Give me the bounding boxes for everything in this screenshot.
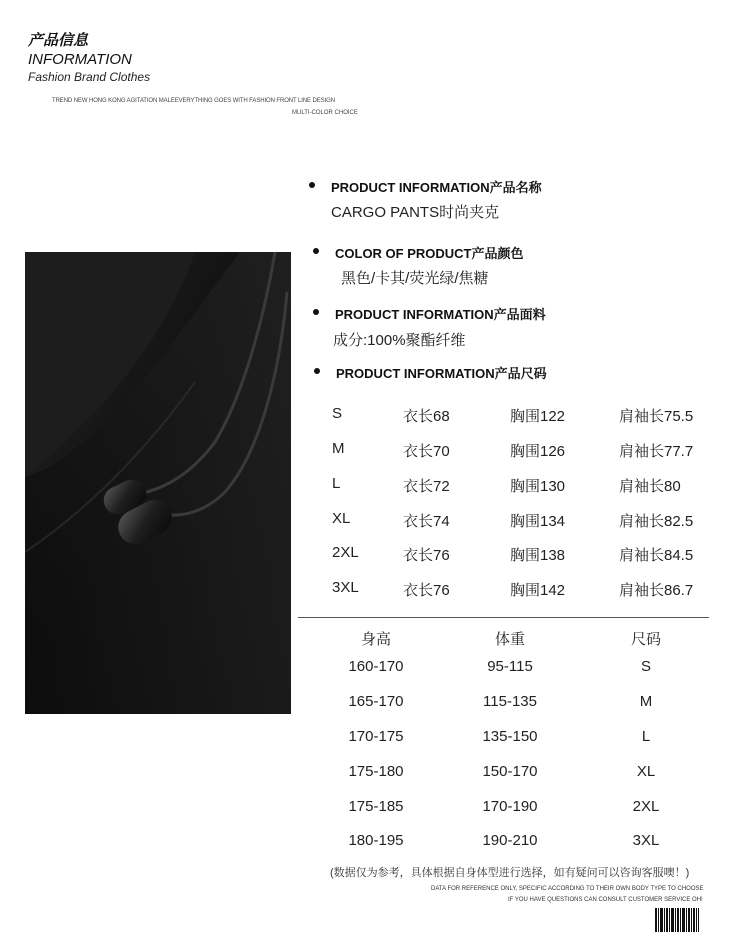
- product-name-label: PRODUCT INFORMATION产品名称: [331, 177, 542, 196]
- sleeve-cell: 肩袖长84.5: [619, 547, 694, 564]
- size-row: [0, 405, 750, 425]
- recommend-row: [0, 832, 750, 852]
- size-cell: L: [641, 728, 651, 745]
- header-tagline-2: MULTI-COLOR CHOICE: [292, 110, 358, 116]
- product-name-value: CARGO PANTS时尚夹克: [331, 204, 500, 221]
- height-cell: 175-180: [348, 763, 404, 780]
- size-row: [0, 475, 750, 495]
- header-subtitle: Fashion Brand Clothes: [28, 70, 151, 84]
- size-header: 尺码: [630, 631, 662, 648]
- sleeve-cell: 肩袖长82.5: [619, 513, 694, 530]
- height-cell: 180-195: [348, 832, 404, 849]
- height-cell: 165-170: [348, 693, 404, 710]
- header-title-cn: 产品信息: [28, 32, 89, 49]
- height-header: 身高: [360, 631, 392, 648]
- product-color-value: 黑色/卡其/荧光绿/焦糖: [341, 270, 489, 287]
- size-cell: XL: [636, 763, 656, 780]
- weight-cell: 95-115: [487, 658, 533, 675]
- size-row: [0, 544, 750, 564]
- length-cell: 衣长76: [403, 582, 450, 599]
- table-divider: [298, 617, 709, 618]
- product-size-label: PRODUCT INFORMATION产品尺码: [336, 363, 547, 382]
- size-cell: M: [332, 440, 345, 457]
- weight-cell: 170-190: [482, 798, 538, 815]
- length-cell: 衣长70: [403, 443, 450, 460]
- size-row: [0, 510, 750, 530]
- length-cell: 衣长74: [403, 513, 450, 530]
- size-cell: 3XL: [332, 579, 359, 596]
- product-color-label: COLOR OF PRODUCT产品颜色: [335, 243, 524, 262]
- size-cell: S: [640, 658, 652, 675]
- size-cell: M: [639, 693, 653, 710]
- weight-header: 体重: [494, 631, 526, 648]
- height-cell: 160-170: [348, 658, 404, 675]
- reference-note: (数据仅为参考，具体根据自身体型进行选择，如有疑问可以咨询客服噢！): [330, 867, 690, 879]
- height-cell: 170-175: [348, 728, 404, 745]
- sleeve-cell: 肩袖长75.5: [619, 408, 694, 425]
- size-cell: S: [332, 405, 343, 422]
- chest-cell: 胸围122: [510, 408, 566, 425]
- product-fabric-value: 成分:100%聚酯纤维: [333, 332, 466, 349]
- reference-note-en: DATA FOR REFERENCE ONLY, SPECIFIC ACCORDING TO THEIR OWN BODY TYPE TO CHOOSE: [431, 886, 704, 892]
- header-tagline: TREND NEW HONG KONG AGITATION MALEEVERYTHING GOES WITH FASHION FRONT LINE DESIGN: [52, 98, 335, 104]
- chest-cell: 胸围134: [510, 513, 566, 530]
- reference-note-en-2: IF YOU HAVE QUESTIONS CAN CONSULT CUSTOMER SERVICE OH!: [508, 897, 703, 903]
- length-cell: 衣长76: [403, 547, 450, 564]
- weight-cell: 115-135: [483, 693, 537, 710]
- length-cell: 衣长72: [403, 478, 450, 495]
- recommend-row: [0, 693, 750, 713]
- size-cell: XL: [332, 510, 351, 527]
- size-cell: L: [332, 475, 341, 492]
- size-row: [0, 440, 750, 460]
- size-row: [0, 579, 750, 599]
- recommend-header-row: [0, 628, 750, 648]
- chest-cell: 胸围138: [510, 547, 566, 564]
- chest-cell: 胸围126: [510, 443, 566, 460]
- sleeve-cell: 肩袖长80: [619, 478, 681, 495]
- weight-cell: 135-150: [482, 728, 538, 745]
- barcode-icon: [655, 908, 699, 932]
- recommend-row: [0, 728, 750, 748]
- sleeve-cell: 肩袖长86.7: [619, 582, 694, 599]
- weight-cell: 150-170: [482, 763, 538, 780]
- weight-cell: 190-210: [482, 832, 538, 849]
- chest-cell: 胸围130: [510, 478, 566, 495]
- product-fabric-label: PRODUCT INFORMATION产品面料: [335, 304, 546, 323]
- chest-cell: 胸围142: [510, 582, 566, 599]
- sleeve-cell: 肩袖长77.7: [619, 443, 694, 460]
- height-cell: 175-185: [348, 798, 404, 815]
- recommend-row: [0, 798, 750, 818]
- header-title-en: INFORMATION: [28, 51, 132, 68]
- recommend-row: [0, 763, 750, 783]
- recommend-row: [0, 658, 750, 678]
- size-cell: 2XL: [332, 544, 359, 561]
- size-cell: 3XL: [632, 832, 660, 849]
- size-cell: 2XL: [632, 798, 660, 815]
- length-cell: 衣长68: [403, 408, 450, 425]
